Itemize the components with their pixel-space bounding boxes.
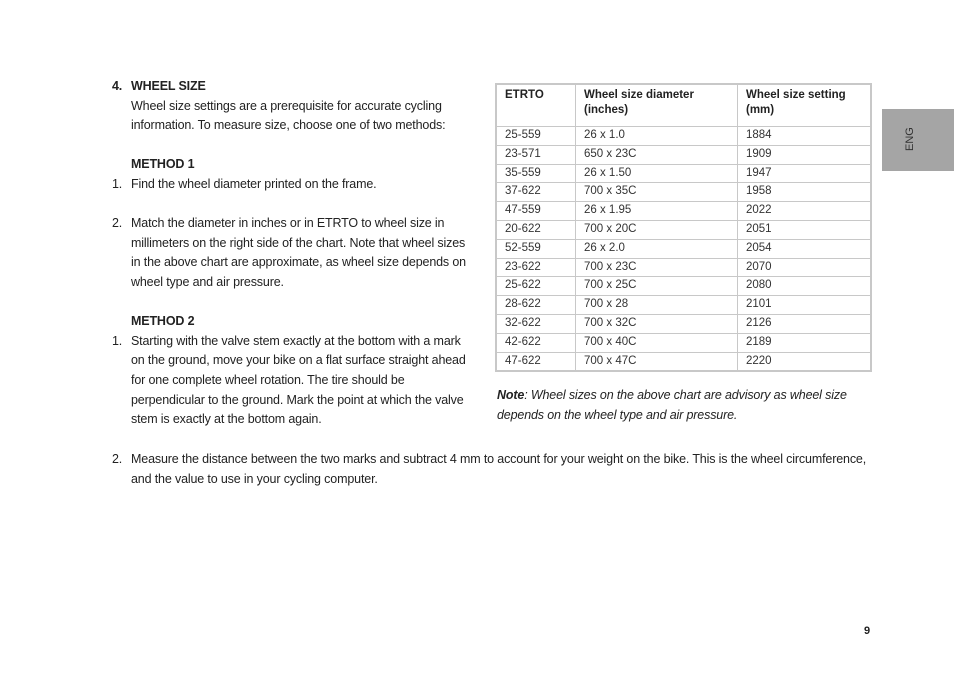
table-row [496,202,871,221]
wheel-size-table [495,83,872,372]
cell-etrto: 47-559 [496,202,576,221]
cell-setting: 1958 [738,183,872,202]
cell-diameter: 26 x 1.50 [576,164,738,183]
cell-diameter: 700 x 35C [576,183,738,202]
header-diameter: Wheel size diameter (inches) [576,84,738,127]
table-row [496,333,871,352]
cell-diameter: 26 x 1.95 [576,202,738,221]
cell-etrto: 25-559 [496,127,576,146]
language-label: ENG [904,127,916,151]
table-row [496,183,871,202]
section-intro: Wheel size settings are a prerequisite for accurate cycling information. To measure size, choose one of two methods: [131,98,446,133]
chart-note [497,386,857,425]
cell-setting: 2051 [738,220,872,239]
cell-setting: 2022 [738,202,872,221]
section-heading [112,77,472,97]
step-text: Find the wheel diameter printed on the frame. [131,176,377,191]
language-tab [882,109,954,171]
table-row [496,127,871,146]
cell-etrto: 35-559 [496,164,576,183]
cell-setting: 2070 [738,258,872,277]
cell-setting: 1884 [738,127,872,146]
cell-etrto: 23-571 [496,145,576,164]
table-row [496,296,871,315]
note-label: Note [497,388,525,402]
table-row [496,314,871,333]
cell-diameter: 650 x 23C [576,145,738,164]
header-setting: Wheel size setting (mm) [738,84,872,127]
cell-setting: 1909 [738,145,872,164]
method1-step-2 [112,214,472,292]
step-number: 2. [112,216,123,231]
cell-etrto: 42-622 [496,333,576,352]
cell-diameter: 700 x 20C [576,220,738,239]
cell-diameter: 26 x 1.0 [576,127,738,146]
cell-setting: 2126 [738,314,872,333]
cell-etrto: 23-622 [496,258,576,277]
header-etrto: ETRTO [496,84,576,127]
table-row [496,258,871,277]
method2-step-1 [112,332,472,430]
step-number: 1. [112,333,123,348]
table-row [496,352,871,371]
step-text: Starting with the valve stem exactly at the bottom with a mark on the ground, move your bike on a flat surface straight ahead for one complete wheel rotation. The tire should be perpendicular to the ground. Mark the point at which the valve stem is exactly at the bottom again. [131,333,466,427]
method1-heading: METHOD 1 [131,157,195,172]
step-text: Measure the distance between the two marks and subtract 4 mm to account for your weight on the bike. This is the wheel circumference, and the value to use in your cycling computer. [131,452,867,486]
table-header-row [496,84,871,127]
method1-step-1 [112,175,472,195]
cell-diameter: 700 x 40C [576,333,738,352]
note-text: : Wheel sizes on the above chart are advisory as wheel size depends on the wheel type and air pressure. [497,388,847,422]
cell-diameter: 700 x 28 [576,296,738,315]
method2-heading: METHOD 2 [131,314,195,329]
cell-etrto: 32-622 [496,314,576,333]
instructions-column [112,77,472,430]
table-row [496,145,871,164]
cell-etrto: 37-622 [496,183,576,202]
step-number: 1. [112,176,123,191]
method2-step-2 [112,450,872,489]
table-row [496,164,871,183]
step-number: 2. [112,452,123,466]
cell-diameter: 26 x 2.0 [576,239,738,258]
cell-diameter: 700 x 25C [576,277,738,296]
cell-setting: 2101 [738,296,872,315]
cell-etrto: 47-622 [496,352,576,371]
cell-setting: 1947 [738,164,872,183]
cell-setting: 2080 [738,277,872,296]
section-number: 4. [112,79,123,93]
cell-diameter: 700 x 32C [576,314,738,333]
table-row [496,239,871,258]
section-title: WHEEL SIZE [131,79,206,93]
cell-diameter: 700 x 23C [576,258,738,277]
cell-etrto: 20-622 [496,220,576,239]
step-text: Match the diameter in inches or in ETRTO to wheel size in millimeters on the right side of the chart. Note that wheel sizes in the above chart are approximate, as wheel size depends on wheel type and air pressure. [131,216,466,289]
cell-etrto: 52-559 [496,239,576,258]
cell-setting: 2220 [738,352,872,371]
cell-setting: 2189 [738,333,872,352]
cell-etrto: 25-622 [496,277,576,296]
cell-etrto: 28-622 [496,296,576,315]
cell-setting: 2054 [738,239,872,258]
table-row [496,220,871,239]
page-number: 9 [864,625,871,637]
table-row [496,277,871,296]
cell-diameter: 700 x 47C [576,352,738,371]
